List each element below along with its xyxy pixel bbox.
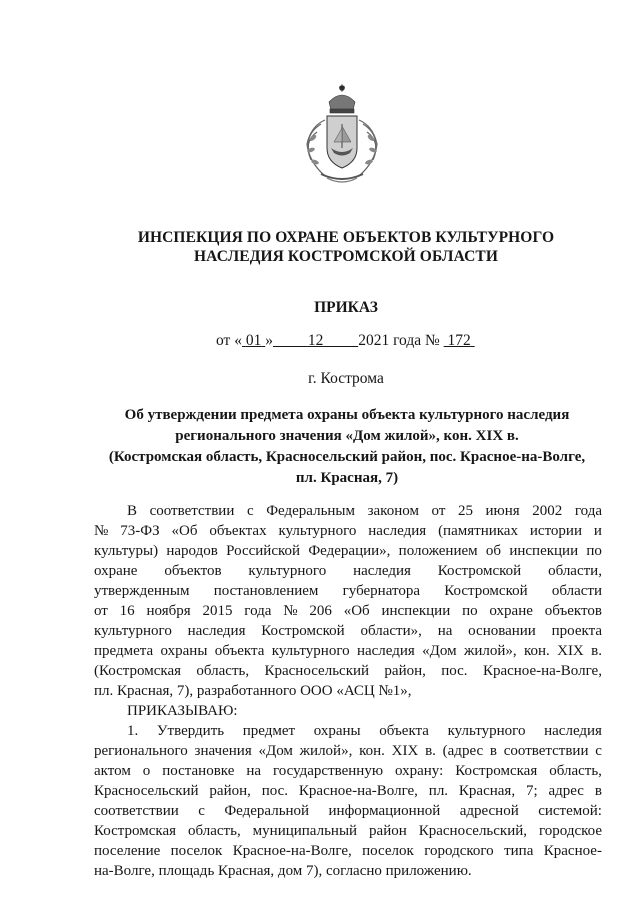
subject-line: Об утверждении предмета охраны объекта культурного наследия — [124, 407, 570, 423]
text-line: Красносельский район, пос. Красное-на-Волге, пл. Красная, 7; адрес в — [94, 783, 602, 799]
order-subject — [92, 405, 602, 489]
organization-line-1: ИНСПЕКЦИЯ ПО ОХРАНЕ ОБЪЕКТОВ КУЛЬТУРНОГО — [137, 229, 555, 246]
text-line: соответствии с Федеральной информационной адресной системой: — [94, 803, 602, 819]
subject-line: регионального значения «Дом жилой», кон. XIX в. — [175, 428, 519, 444]
date-day-suffix: » — [265, 332, 273, 349]
order-month: 12 — [307, 332, 324, 349]
text-line: (Костромская область, Красносельский район, пос. Красное-на-Волге, — [94, 663, 602, 679]
text-line: от 16 ноября 2015 года № 206 «Об инспекции по охране объектов — [94, 603, 602, 619]
date-prefix: от « — [216, 332, 242, 349]
text-line: охране объектов культурного наследия Костромской области, — [94, 563, 602, 579]
order-body — [94, 501, 602, 881]
order-date-line — [216, 331, 475, 350]
text-line: Костромская область, муниципальный район Красносельский, городское — [94, 823, 602, 839]
subject-line: пл. Красная, 7) — [295, 470, 399, 486]
organization-line-2: НАСЛЕДИЯ КОСТРОМСКОЙ ОБЛАСТИ — [194, 248, 498, 265]
text-line: предмета охраны объекта культурного наследия «Дом жилой», кон. XIX в. — [94, 643, 602, 659]
text-line: 1. Утвердить предмет охраны объекта культурного наследия — [127, 723, 602, 739]
text-line: пл. Красная, 7), разработанного ООО «АСЦ №1», — [94, 683, 412, 699]
order-year: 2021 года № — [358, 332, 440, 349]
text-line: культуры) народов Российской Федерации», положением об инспекции по — [94, 543, 602, 559]
text-line: поселение поселок Красное-на-Волге, поселок городского типа Красное- — [94, 843, 602, 859]
document-type-title: ПРИКАЗ — [314, 299, 378, 316]
order-day: 01 — [245, 332, 262, 349]
city-of-issue: г. Кострома — [308, 370, 384, 387]
clause-1-paragraph — [94, 721, 602, 881]
organization-name — [100, 228, 592, 266]
text-line: культурного наследия Костромской области», на основании проекта — [94, 623, 602, 639]
text-line: на-Волге, площадь Красная, дом 7), согласно приложению. — [94, 863, 472, 879]
resolve-word: ПРИКАЗЫВАЮ: — [127, 703, 238, 719]
text-line: регионального значения «Дом жилой», кон. XIX в. (адрес в соответствии с — [94, 743, 602, 759]
order-number: 172 — [447, 332, 471, 349]
text-line: утвержденным постановлением губернатора Костромской области — [94, 583, 602, 599]
text-line: актом о постановке на государственную охрану: Костромская область, — [94, 763, 602, 779]
coat-of-arms-emblem — [297, 82, 387, 190]
preamble-paragraph — [94, 501, 602, 701]
text-line: В соответствии с Федеральным законом от 25 июня 2002 года — [127, 503, 602, 519]
subject-line: (Костромская область, Красносельский район, пос. Красное-на-Волге, — [108, 449, 586, 465]
text-line: № 73-ФЗ «Об объектах культурного наследия (памятниках истории и — [94, 523, 602, 539]
